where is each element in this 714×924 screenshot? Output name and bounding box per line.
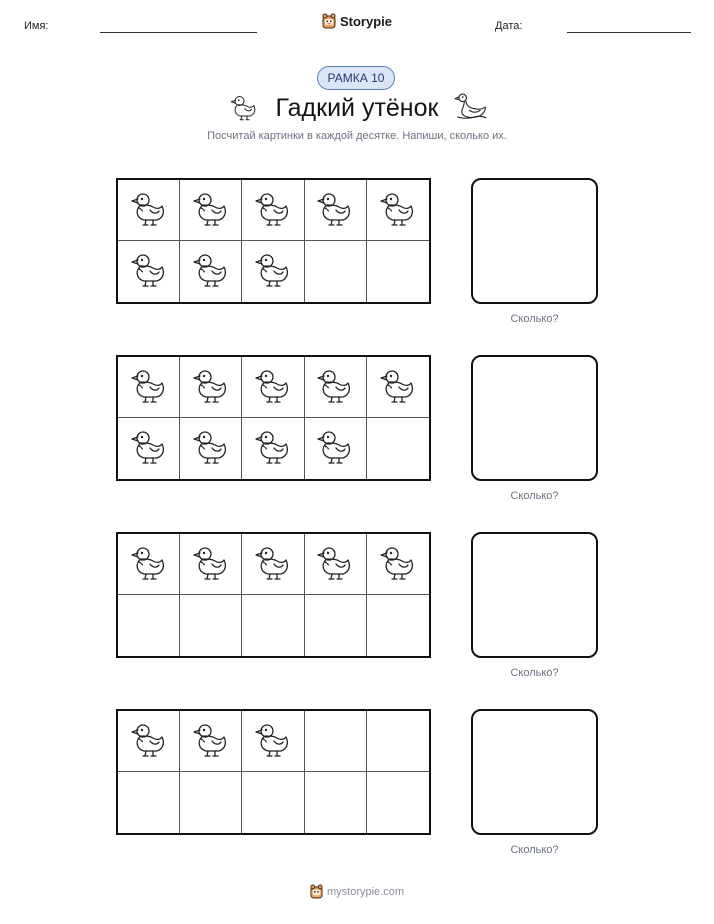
duckling-icon	[191, 426, 231, 471]
frame-cell	[367, 772, 429, 833]
frame-cell	[118, 357, 180, 418]
frame-cell	[242, 534, 304, 595]
frame-cell	[367, 241, 429, 302]
duck-icon	[454, 92, 488, 122]
duckling-icon	[129, 188, 169, 233]
frame-cell	[242, 772, 304, 833]
duckling-icon	[253, 542, 293, 587]
brand-name: Storypie	[339, 13, 392, 29]
duckling-icon	[315, 426, 355, 471]
frame-cell	[118, 772, 180, 833]
answer-label-2: Сколько?	[510, 490, 559, 502]
frame-cell	[180, 595, 242, 656]
storypie-logo-icon	[310, 884, 323, 899]
date-line[interactable]	[567, 32, 691, 33]
ten-frame-3	[116, 532, 431, 658]
frame-cell	[180, 711, 242, 772]
frame-cell	[367, 595, 429, 656]
frame-cell	[118, 241, 180, 302]
frame-cell	[180, 418, 242, 479]
duckling-icon	[129, 719, 169, 764]
duckling-icon	[315, 188, 355, 233]
duckling-icon	[253, 719, 293, 764]
frame-cell	[367, 711, 429, 772]
answer-label-1: Сколько?	[510, 313, 559, 325]
frame-cell	[180, 241, 242, 302]
duckling-icon	[253, 365, 293, 410]
frame-cell	[118, 180, 180, 241]
answer-box-4[interactable]	[471, 709, 598, 835]
answer-label-3: Сколько?	[510, 667, 559, 679]
ten-frame-4	[116, 709, 431, 835]
answer-box-1[interactable]	[471, 178, 598, 304]
brand	[0, 13, 714, 34]
duckling-icon	[315, 365, 355, 410]
duckling-icon	[129, 542, 169, 587]
page-title: Гадкий утёнок	[275, 94, 439, 122]
duckling-icon	[253, 426, 293, 471]
frame-cell	[367, 418, 429, 479]
frame-cell	[242, 595, 304, 656]
frame-cell	[242, 180, 304, 241]
frame-cell	[118, 534, 180, 595]
duckling-icon	[253, 249, 293, 294]
storypie-logo-icon	[322, 13, 336, 29]
duckling-icon	[191, 249, 231, 294]
frame-cell	[242, 418, 304, 479]
ten-frame-1	[116, 178, 431, 304]
frame-cell	[180, 534, 242, 595]
instructions: Посчитай картинки в каждой десятке. Напиши, сколько их.	[207, 130, 507, 142]
frame-cell	[305, 357, 367, 418]
duckling-icon	[129, 249, 169, 294]
footer	[0, 884, 714, 902]
duckling-icon	[253, 188, 293, 233]
frame-cell	[305, 180, 367, 241]
date-label: Дата:	[495, 20, 523, 32]
frame-cell	[305, 772, 367, 833]
answer-label-4: Сколько?	[510, 844, 559, 856]
duckling-icon	[378, 542, 418, 587]
frame-cell	[180, 772, 242, 833]
frame-cell	[367, 357, 429, 418]
frame-cell	[305, 418, 367, 479]
footer-url[interactable]: mystorypie.com	[326, 885, 405, 898]
duckling-icon	[378, 365, 418, 410]
frame-cell	[118, 711, 180, 772]
duckling-icon	[191, 188, 231, 233]
frame-cell	[367, 180, 429, 241]
duckling-icon	[315, 542, 355, 587]
name-label: Имя:	[24, 20, 49, 32]
frame-cell	[180, 180, 242, 241]
frame-cell	[118, 418, 180, 479]
frame-cell	[242, 357, 304, 418]
duckling-icon	[191, 365, 231, 410]
frame-cell	[242, 241, 304, 302]
frame-cell	[118, 595, 180, 656]
frame-cell	[305, 595, 367, 656]
frame-cell	[305, 711, 367, 772]
duckling-icon	[191, 542, 231, 587]
frame-cell	[305, 241, 367, 302]
frame-cell	[242, 711, 304, 772]
frame-cell	[180, 357, 242, 418]
ten-frame-2	[116, 355, 431, 481]
answer-box-3[interactable]	[471, 532, 598, 658]
duckling-icon	[191, 719, 231, 764]
frame-cell	[367, 534, 429, 595]
answer-box-2[interactable]	[471, 355, 598, 481]
duckling-icon	[129, 365, 169, 410]
duckling-icon	[129, 426, 169, 471]
frame-badge: РАМКА 10	[317, 66, 395, 90]
frame-cell	[305, 534, 367, 595]
duckling-icon	[378, 188, 418, 233]
